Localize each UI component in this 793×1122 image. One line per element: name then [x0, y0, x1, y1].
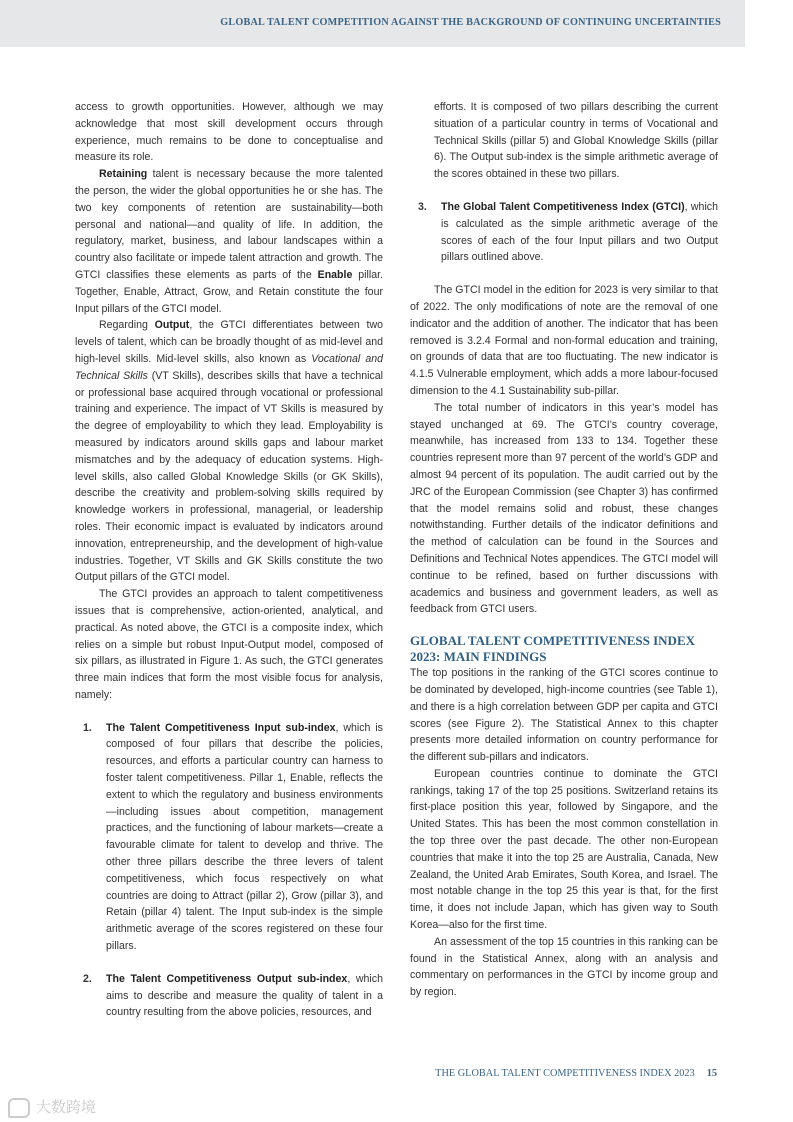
numbered-list: [410, 199, 718, 266]
bold-term: The Talent Competitiveness Input sub-index: [106, 721, 336, 734]
bold-term: The Talent Competitiveness Output sub-index: [106, 972, 348, 985]
text: pillar. Together, Enable, Attract, Grow, and Retain constitute the four Input pillars of the GTCI model.: [75, 268, 383, 315]
bold-term: Enable: [317, 268, 353, 281]
paragraph: The GTCI provides an approach to talent competitiveness issues that is comprehensive, action-oriented, analytical, and practical. As noted above, the GTCI is a composite index, which relies on a simple but robust Input-Output model, composed of six pillars, as illustrated in Figure 1. As such, the GTCI generates three main indices that form the most visible focus for analysis, namely:: [75, 588, 383, 701]
text: (VT Skills), describes skills that have a technical or professional base acquired through vocational or professional training and experience. The impact of VT Skills is measured by the degree of employability to which they lead. Employability is measured by indicators around skills gaps and labour market mismatches and by the adequacy of education systems. High-level skills, also called Global Knowledge Skills (or GK Skills), describe the creativity and problem-solving skills required by knowledge workers in professional, managerial, or leadership roles. Their economic impact is evaluated by indicators around innovation, entrepreneurship, and the development of high-value industries. Together, VT Skills and GK Skills constitute the two Output pillars of the GTCI model.: [75, 369, 383, 584]
paragraph: access to growth opportunities. However, although we may acknowledge that most skill development occurs through experience, much remains to be done to conceptualise and measure its role.: [75, 101, 383, 164]
bold-term: Output: [154, 319, 190, 332]
text: , which is composed of four pillars that describe the policies, resources, and efforts a particular country can harness to foster talent competitiveness. Pillar 1, Enable, reflects the extent to which the regulatory and business environments—including issues about competition, management practices, and the functioning of labour markets—create a favourable climate for talent to develop and thrive. The other three pillars describe the three levers of talent competitiveness, which focus respectively on what countries are doing to Attract (pillar 2), Grow (pillar 3), and Retain (pillar 4) talent. The Input sub-index is the simple arithmetic average of the scores registered on these four pillars.: [106, 721, 383, 953]
watermark-logo-icon: [8, 1098, 30, 1118]
footer-title: THE GLOBAL TALENT COMPETITIVENESS INDEX 2023: [435, 1068, 695, 1079]
list-item: [83, 720, 383, 955]
page-number: 15: [706, 1068, 717, 1079]
running-footer: [435, 1068, 717, 1079]
list-number: 1.: [83, 721, 92, 734]
paragraph: European countries continue to dominate the GTCI rankings, taking 17 of the top 25 positions. Switzerland retains its first-place position this year, followed by Singapore, and the United States. This has been the most common constellation in the top three over the past decade. The other non-European countries that make it into the top 25 are Australia, Canada, New Zealand, the United Arab Emirates, South Korea, and Israel. The most notable change in the top 25 this year is that, for the first time, it does not include Japan, which has given way to South Korea—also for the first time.: [410, 767, 718, 932]
text: , which is calculated as the simple arithmetic average of the scores of each of the four Input pillars and two Output pillars outlined above.: [441, 200, 718, 264]
text: talent is necessary because the more talented the person, the wider the global opportunities he or she has. The two key components of retention are sustainability—both personal and national—and quality of life. In addition, the regulatory, market, business, and labour landscapes within a country also facilitate or impede talent attraction and growth. The GTCI classifies these elements as parts of the: [75, 168, 383, 281]
paragraph: The total number of indicators in this year’s model has stayed unchanged at 69. The GTCI’s country coverage, meanwhile, has increased from 133 to 134. Together these countries represent more than 97 percent of the world’s GDP and almost 94 percent of its population. The audit carried out by the JRC of the European Commission (see Chapter 3) has confirmed that the model remains solid and robust, these changes notwithstanding. Further details of the indicator definitions and the method of calculation can be found in the Sources and Definitions and Technical Notes appendices. The GTCI model will continue to be refined, based on further discussions with academics and business and government leaders, as well as feedback from GTCI users.: [410, 401, 718, 616]
text: Regarding: [99, 319, 155, 332]
list-item-continuation: efforts. It is composed of two pillars describing the current situation of a particular country in terms of Vocational and Technical Skills (pillar 5) and Global Knowledge Skills (pillar 6). The Output sub-index is the simple arithmetic average of the scores obtained in these two pillars.: [434, 101, 718, 181]
watermark-text: 大数跨境: [36, 1099, 97, 1116]
bold-term: Retaining: [99, 168, 148, 181]
numbered-list: [75, 720, 383, 1022]
italic-term: Vocational and Technical Skills: [75, 352, 383, 382]
watermark: [8, 1096, 96, 1118]
paragraph-retaining: [75, 166, 383, 317]
list-number: 3.: [418, 200, 427, 213]
section-heading: GLOBAL TALENT COMPETITIVENESS INDEX 2023: MAIN FINDINGS: [410, 633, 695, 665]
header-title: GLOBAL TALENT COMPETITION AGAINST THE BACKGROUND OF CONTINUING UNCERTAINTIES: [220, 17, 721, 28]
left-column: [75, 99, 383, 1021]
running-header: [0, 0, 745, 47]
right-column: [410, 99, 718, 1001]
text: , which aims to describe and measure the quality of talent in a country resulting from the above policies, resources, and: [106, 972, 383, 1019]
paragraph-output: [75, 317, 383, 586]
list-item: [83, 971, 383, 1021]
paragraph: The top positions in the ranking of the GTCI scores continue to be dominated by developed, high-income countries (see Table 1), and there is a high correlation between GDP per capita and GTCI scores (see Figure 2). The Statistical Annex to this chapter presents more detailed information on country performance for the different sub-pillars and indicators.: [410, 667, 718, 764]
list-item: [418, 199, 718, 266]
paragraph: An assessment of the top 15 countries in this ranking can be found in the Statistical Annex, along with an analysis and commentary on performances in the GTCI by income group and by region.: [410, 935, 718, 999]
paragraph: The GTCI model in the edition for 2023 is very similar to that of 2022. The only modifications of note are the removal of one indicator and the addition of another. The indicator that has been removed is 3.2.4 Formal and non-formal education and training, on grounds of data that are too fluctuating. The new indicator is 4.1.5 Vulnerable employment, which adds a more labour-focused dimension to the 4.1 Sustainability sub-pillar.: [410, 284, 718, 397]
text: , the GTCI differentiates between two levels of talent, which can be broadly thought of as mid-level and high-level skills. Mid-level skills, also known as: [75, 319, 383, 365]
bold-term: The Global Talent Competitiveness Index (GTCI): [441, 200, 685, 213]
list-number: 2.: [83, 972, 92, 985]
